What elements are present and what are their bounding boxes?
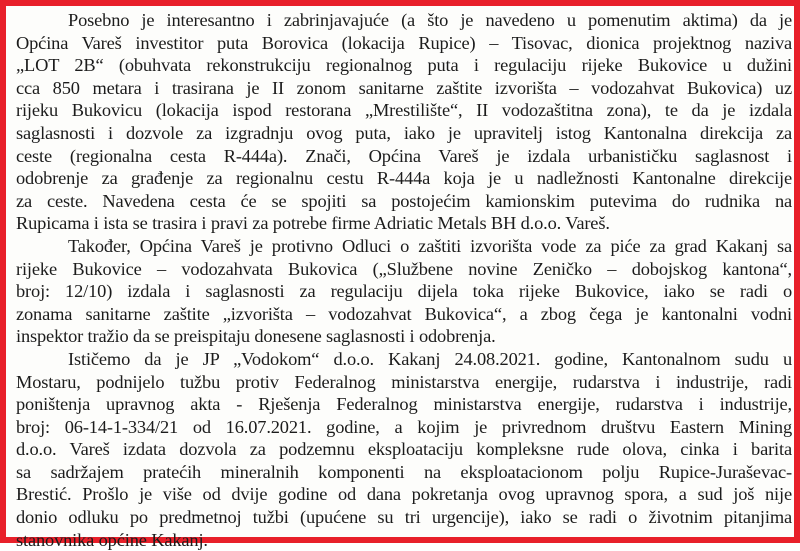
text-line: rijeku Bukovicu (lokacija ispod restorana „Mrestilište“, II vodozaštitna zona), te da je izdala (16, 100, 792, 121)
text-line: poništenja upravnog akta - Rješenja Federalnog ministarstva energije, rudarstva i industrije, (16, 394, 792, 415)
text-line: ceste (regionalna cesta R-444a). Znači, Općina Vareš je izdala urbanističku saglasnost i (16, 145, 792, 166)
text-line: Također, Općina Vareš je protivno Odluci o zaštiti izvorišta vode za piće za grad Kakanj sa (68, 235, 792, 256)
text-line: odobrenje za građenje za regionalnu cestu R-444a koja je u nadležnosti Kantonalne direkcije (16, 168, 792, 189)
text-line: broj: 06-14-1-334/21 od 16.07.2021. godine, a kojim je privrednom društvu Eastern Mining (16, 416, 792, 437)
document-page (16, 9, 792, 550)
paragraph-1 (16, 9, 792, 235)
text-line: za ceste. Navedena cesta će se spojiti sa postojećim kamionskim putevima do rudnika na (16, 190, 792, 211)
text-line: sa sadržajem pratećih mineralnih komponenti na eksploatacionom polju Rupice-Juraševac- (16, 461, 792, 482)
text-line: cca 850 metara i trasirana je II zonom sanitarne zaštite izvorišta – vodozahvat Bukovica) uz (16, 77, 792, 98)
text-line: donio odluku po predmetnoj tužbi (upućene su tri urgencije), iako se radi o životnim pitanjima (16, 507, 792, 528)
text-line: Ističemo da je JP „Vodokom“ d.o.o. Kakanj 24.08.2021. godine, Kantonalnom sudu u (68, 348, 792, 369)
text-line: broj: 12/10) izdala i saglasnosti za regulaciju dijela toka rijeke Bukovice, iako se radi o (16, 281, 792, 302)
text-line: Mostaru, podnijelo tužbu protiv Federalnog ministarstva energije, rudarstva i industrije, radi (16, 371, 792, 392)
text-line: zonama sanitarne zaštite „izvorišta – vodozahvat Bukovica“, a zbog čega je kantonalni vodni (16, 303, 792, 324)
text-line: „LOT 2B“ (obuhvata rekonstrukciju regionalnog puta i regulaciju rijeke Bukovice u dužini (16, 55, 792, 76)
text-line: d.o.o. Vareš izdata dozvola za podzemnu eksploataciju kompleksne rude olova, cinka i barita (16, 439, 792, 460)
text-line: saglasnosti i dozvole za izgradnju ovog puta, iako je upravitelj istog Kantonalna direkcija za (16, 122, 792, 143)
text-line: Posebno je interesantno i zabrinjavajuće (a što je navedeno u pomenutim aktima) da je (68, 10, 792, 30)
text-line: inspektor tražio da se preispitaju donesene saglasnosti i odobrenja. (16, 326, 496, 347)
paragraph-2 (16, 235, 792, 348)
text-line: Rupicama i ista se trasira i pravi za potrebe firme Adriatic Metals BH d.o.o. Vareš. (16, 213, 610, 234)
text-line: rijeke Bukovice – vodozahvata Bukovica („Službene novine Zeničko – dobojskog kantona“, (16, 258, 792, 279)
text-line: Općina Vareš investitor puta Borovica (lokacija Rupice) – Tisovac, dionica projektnog naziva (16, 32, 792, 53)
paragraph-3 (16, 348, 792, 551)
text-line: stanovnika općine Kakanj. (16, 529, 208, 550)
text-line: Brestić. Prošlo je više od dvije godine od dana pokretanja ovog upravnog spora, a sud još nije (16, 484, 792, 505)
